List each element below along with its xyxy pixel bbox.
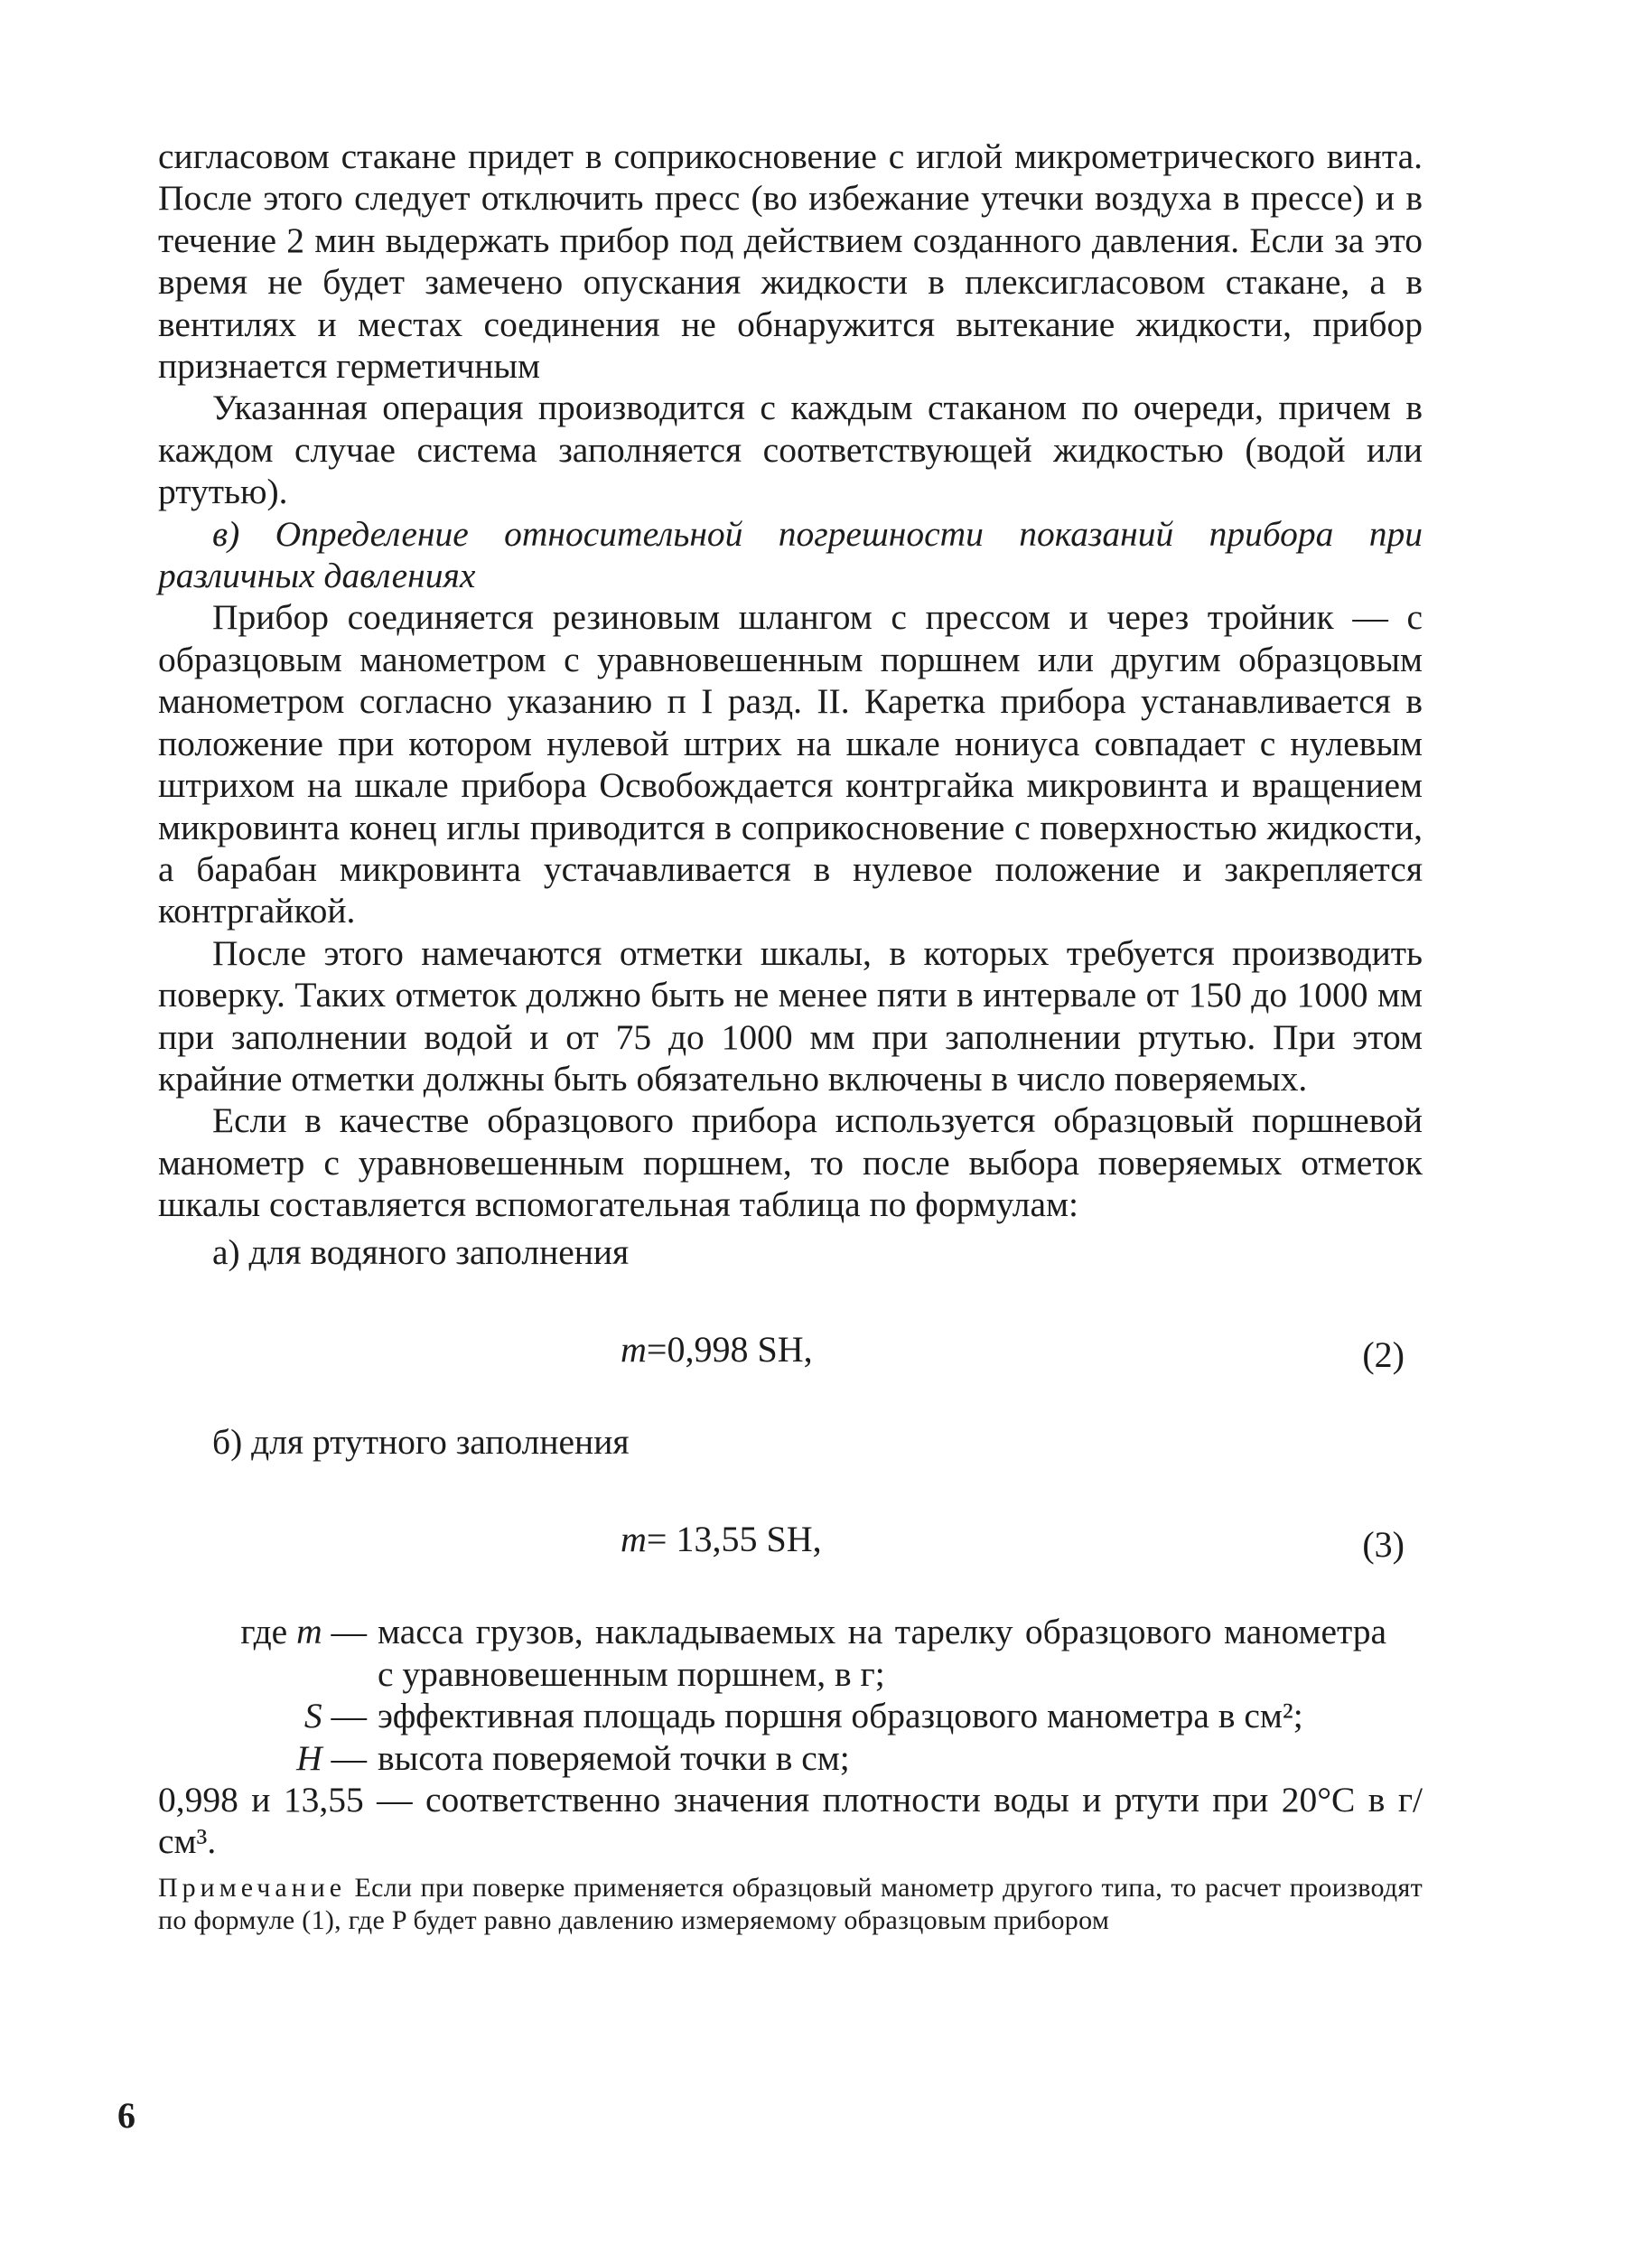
definition-dash: — xyxy=(322,1696,367,1736)
definition-term xyxy=(158,1737,378,1779)
definitions-list xyxy=(158,1611,1423,1862)
formula-2 xyxy=(158,1309,1423,1390)
paragraph-5: Если в качестве образцового прибора используется образцовый поршневой манометр с уравновешенным поршнем, то после выбора поверяемых отметок шкалы составляется вспомогательная таблица по формулам: xyxy=(158,1100,1423,1225)
list-item-b: б) для ртутного заполнения xyxy=(212,1421,630,1462)
definition-dash: — xyxy=(322,1737,367,1778)
list-item-a: а) для водяного заполнения xyxy=(212,1231,630,1272)
footnote xyxy=(158,1872,1423,1937)
footnote-label: Примечание xyxy=(158,1872,347,1903)
formula-2-number: (2) xyxy=(1362,1333,1405,1375)
paragraph-3: Прибор соединяется резиновым шлангом с прессом и через тройник — с образцовым манометром с уравновешенным поршнем или другим образцовым манометром согласно указанию п I разд. II. Каретка прибора устанавливается в положение при котором нулевой штрих на шкале нониуса совпадает с нулевым штрихом на шкале прибора Освобождается контргайка микровинта и вращением микровинта конец иглы приводится в соприкосновение с поверхностью жидкости, а барабан микровинта устачавливается в нулевое положение и закрепляется контргайкой. xyxy=(158,597,1423,931)
formula-2-expression xyxy=(621,1329,813,1371)
page-number: 6 xyxy=(117,2095,135,2136)
formula-2-lhs: m xyxy=(621,1328,647,1370)
formula-3-lhs: m xyxy=(621,1519,647,1560)
definition-m xyxy=(158,1611,1423,1695)
paragraph-1: сигласовом стакане придет в соприкосновение с иглой микрометрического винта. После этого следует отключить пресс (во избежание утечки воздуха в прессе) и в течение 2 мин выдержать прибор под действием созданного давления. Если за это время не будет замечено опускания жидкости в плексигласовом стакане, а в вентилях и местах соединения не обнаружится вытекание жидкости, прибор признается герметичным xyxy=(158,136,1423,387)
definition-description: высота поверяемой точки в см; xyxy=(378,1737,850,1778)
definition-prefix: где xyxy=(240,1612,297,1652)
footnote-text: Если при поверке применяется образцовый манометр другого типа, то расчет производят по формуле (1), где P будет равно давлению измеряемому образцовым прибором xyxy=(158,1872,1423,1935)
definition-term xyxy=(158,1695,378,1736)
definition-description: масса грузов, накладываемых на тарелку образцового манометра с уравновешенным поршнем, в г; xyxy=(378,1612,1386,1694)
definition-h xyxy=(158,1737,1423,1779)
formula-2-rhs: =0,998 SH, xyxy=(646,1328,813,1370)
body-text xyxy=(158,136,1423,1937)
formula-3-rhs: = 13,55 SH, xyxy=(646,1519,822,1560)
definition-term xyxy=(158,1611,378,1695)
paragraph-4: После этого намечаются отметки шкалы, в которых требуется производить поверку. Таких отметок должно быть не менее пяти в интервале от 150 до 1000 мм при заполнении водой и от 75 до 1000 мм при заполнении ртутью. При этом крайние отметки должны быть обязательно включены в число поверяемых. xyxy=(158,932,1423,1099)
definition-s xyxy=(158,1695,1423,1736)
definition-description: эффективная площадь поршня образцового манометра в см²; xyxy=(378,1696,1303,1736)
definition-symbol: m xyxy=(296,1612,322,1652)
definition-densities: 0,998 и 13,55 — соответственно значения плотности воды и ртути при 20°С в г/см³. xyxy=(158,1780,1423,1862)
paragraph-2: Указанная операция производится с каждым стаканом по очереди, причем в каждом случае система заполняется соответствующей жидкостью (водой или ртутью). xyxy=(158,388,1423,512)
formula-3 xyxy=(158,1499,1423,1580)
formula-3-number: (3) xyxy=(1362,1524,1405,1566)
section-heading-v: в) Определение относительной погрешности показаний прибора при различных давлениях xyxy=(158,513,1423,596)
definition-symbol: S xyxy=(303,1696,322,1736)
definition-symbol: H xyxy=(296,1737,322,1778)
formula-3-expression xyxy=(621,1519,822,1560)
definition-dash: — xyxy=(322,1612,367,1652)
